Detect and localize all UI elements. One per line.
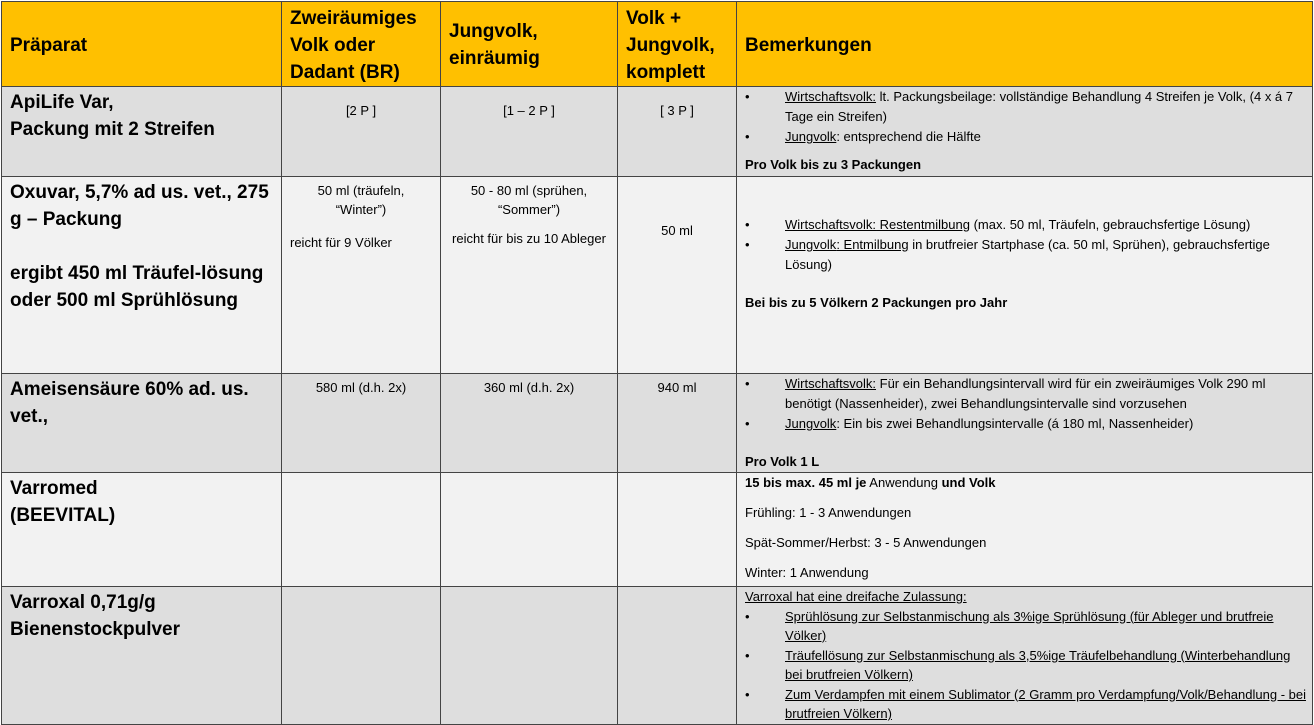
list-item: • Jungvolk: entsprechend die Hälfte: [745, 127, 1306, 147]
dose-komplett-apilife: [ 3 P ]: [618, 87, 737, 177]
list-item: • Jungvolk: Entmilbung in brutfreier Startphase (ca. 50 ml, Sprühen), gebrauchsfertige Lösung): [745, 235, 1306, 275]
remarks-intro: Varroxal hat eine dreifache Zulassung:: [745, 589, 967, 604]
header-volk-jungvolk: Volk + Jungvolk, komplett: [618, 2, 737, 87]
list-item: • Wirtschaftsvolk: Für ein Behandlungsintervall wird für ein zweiräumiges Volk 290 ml benötigt (Nassenheider), zwei Behandlungsintervalle sind vorzusehen: [745, 374, 1306, 414]
remarks-line: Winter: 1 Anwendung: [745, 565, 869, 580]
list-item: • Wirtschaftsvolk: Restentmilbung (max. 50 ml, Träufeln, gebrauchsfertige Lösung): [745, 215, 1306, 235]
remarks-apilife: [737, 87, 1313, 177]
remarks-footer: Bei bis zu 5 Völkern 2 Packungen pro Jahr: [745, 295, 1008, 310]
table-row-varroxal: [2, 587, 1313, 725]
dose-zweiraeumig-varroxal: [282, 587, 441, 725]
dose-jungvolk-oxuvar: 50 - 80 ml (sprühen, “Sommer”) reicht für bis zu 10 Ableger: [441, 177, 618, 374]
remarks-line: Spät-Sommer/Herbst: 3 - 5 Anwendungen: [745, 535, 987, 550]
list-item: • Jungvolk: Ein bis zwei Behandlungsintervalle (á 180 ml, Nassenheider): [745, 414, 1306, 434]
product-name-apilife: ApiLife Var, Packung mit 2 Streifen: [2, 87, 282, 177]
remarks-varromed: [737, 473, 1313, 587]
dose-jungvolk-apilife: [1 – 2 P ]: [441, 87, 618, 177]
dose-komplett-varromed: [618, 473, 737, 587]
dose-zweiraeumig-oxuvar: 50 ml (träufeln, “Winter”) reicht für 9 Völker: [282, 177, 441, 374]
dose-zweiraeumig-apilife: [2 P ]: [282, 87, 441, 177]
list-item: • Sprühlösung zur Selbstanmischung als 3%ige Sprühlösung (für Ableger und brutfreie Völker): [745, 607, 1306, 646]
product-name-oxuvar: Oxuvar, 5,7% ad us. vet., 275 g – Packung ergibt 450 ml Träufel-lösung oder 500 ml Sprühlösung: [2, 177, 282, 374]
list-item: • Wirtschaftsvolk: lt. Packungsbeilage: vollständige Behandlung 4 Streifen je Volk, (4 x á 7 Tage ein Streifen): [745, 87, 1306, 127]
remarks-varroxal: [737, 587, 1313, 725]
remarks-line: 15 bis max. 45 ml je Anwendung und Volk: [745, 475, 996, 490]
table-row-varromed: [2, 473, 1313, 587]
table-row-ameisensaeure: [2, 374, 1313, 473]
list-item: • Zum Verdampfen mit einem Sublimator (2 Gramm pro Verdampfung/Volk/Behandlung - bei brutfreien Völkern): [745, 685, 1306, 724]
product-name-varromed: Varromed (BEEVITAL): [2, 473, 282, 587]
header-bemerkungen: Bemerkungen: [737, 2, 1313, 87]
table-row-apilife: [2, 87, 1313, 177]
dose-komplett-oxuvar: 50 ml: [618, 177, 737, 374]
header-jungvolk: Jungvolk, einräumig: [441, 2, 618, 87]
dose-jungvolk-ameisensaeure: 360 ml (d.h. 2x): [441, 374, 618, 473]
dose-jungvolk-varroxal: [441, 587, 618, 725]
header-zweiraeumig: Zweiräumiges Volk oder Dadant (BR): [282, 2, 441, 87]
header-row: [2, 2, 1313, 87]
remarks-oxuvar: [737, 177, 1313, 374]
dose-komplett-ameisensaeure: 940 ml: [618, 374, 737, 473]
dose-jungvolk-varromed: [441, 473, 618, 587]
remarks-ameisensaeure: [737, 374, 1313, 473]
remarks-footer: Pro Volk bis zu 3 Packungen: [745, 157, 922, 172]
remarks-line: Frühling: 1 - 3 Anwendungen: [745, 505, 912, 520]
dose-zweiraeumig-ameisensaeure: 580 ml (d.h. 2x): [282, 374, 441, 473]
dose-zweiraeumig-varromed: [282, 473, 441, 587]
header-praeparat: Präparat: [2, 2, 282, 87]
treatment-table: [1, 1, 1313, 725]
dose-komplett-varroxal: [618, 587, 737, 725]
product-name-ameisensaeure: Ameisensäure 60% ad. us. vet.,: [2, 374, 282, 473]
list-item: • Träufellösung zur Selbstanmischung als 3,5%ige Träufelbehandlung (Winterbehandlung bei brutfreien Völkern): [745, 646, 1306, 685]
remarks-footer: Pro Volk 1 L: [745, 454, 820, 469]
product-name-varroxal: Varroxal 0,71g/g Bienenstockpulver: [2, 587, 282, 725]
table-row-oxuvar: [2, 177, 1313, 374]
